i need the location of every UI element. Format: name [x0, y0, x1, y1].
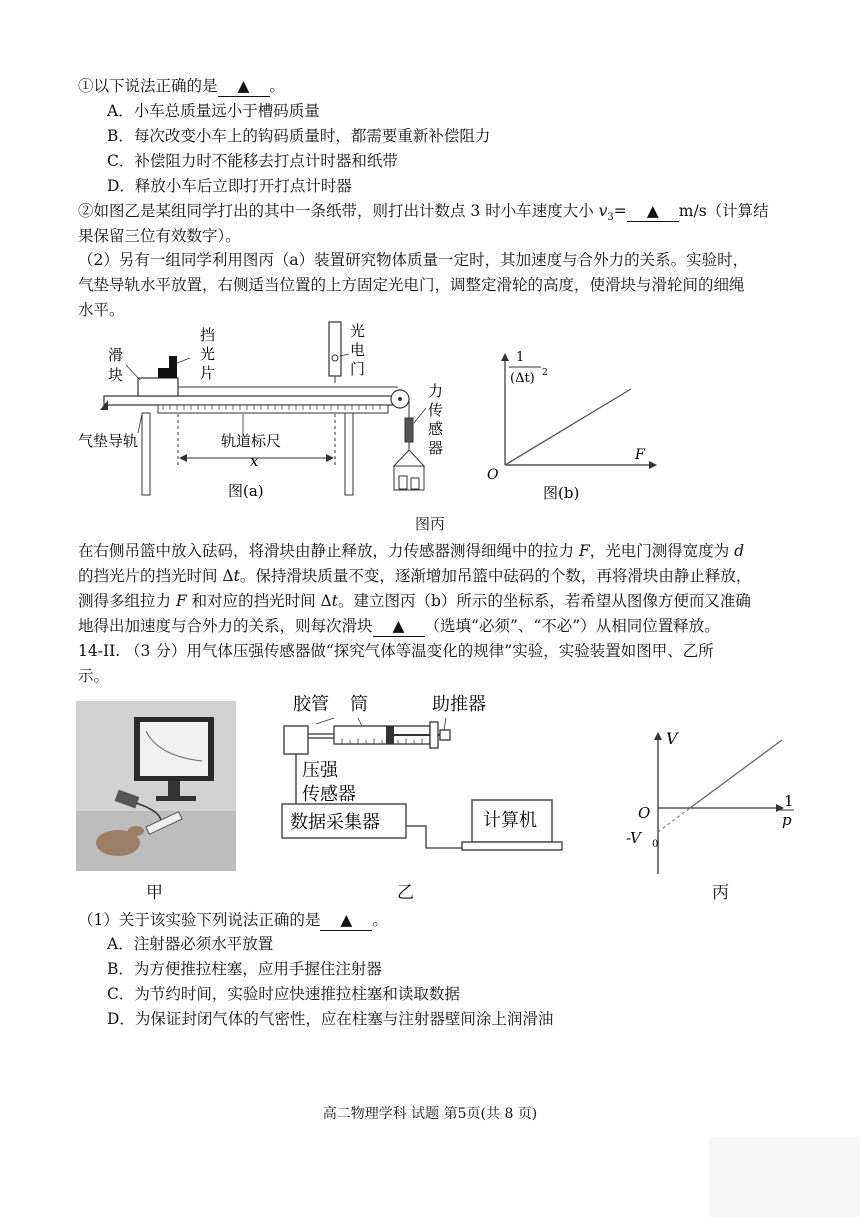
label-sensor-3: 感 — [428, 420, 444, 438]
label-sensor-4: 器 — [428, 439, 444, 457]
caption-jia: 甲 — [146, 883, 163, 903]
q14-option-d: D．为保证封闭气体的气密性，应在柱塞与注射器壁间涂上润滑油 — [107, 1010, 554, 1028]
label-frac-num: 1 — [784, 792, 794, 810]
q14-option-a: A．注射器必须水平放置 — [107, 935, 274, 953]
label-sensor-1: 力 — [428, 382, 444, 400]
answer-blank[interactable]: ▲ — [320, 910, 372, 931]
table-leg-left — [142, 413, 150, 495]
label-shutter-2: 光 — [200, 345, 216, 363]
label-tube: 胶管 — [293, 694, 329, 715]
y-label-exp: 2 — [542, 368, 548, 378]
caption-b: 图(b) — [543, 484, 580, 502]
q14-line1: 14-II. （3 分）用气体压强传感器做“探究气体等温变化的规律”实验，实验装置如图甲、乙所 — [78, 642, 714, 660]
part2-line2: 气垫导轨水平放置，右侧适当位置的上方固定光电门，调整定滑轮的高度，使滑块与滑轮间的细绳 — [78, 276, 745, 294]
answer-blank[interactable]: ▲ — [627, 201, 679, 222]
q14-line2: 示。 — [78, 667, 110, 685]
label-slider-1: 滑 — [108, 346, 124, 364]
q14-option-c: C．为节约时间，实验时应快速推拉柱塞和读取数据 — [107, 985, 460, 1003]
label-barrel: 筒 — [350, 694, 368, 715]
shutter-plate — [169, 356, 177, 378]
force-sensor — [405, 418, 413, 442]
figure-yi-schematic — [276, 688, 576, 868]
label-computer: 计算机 — [483, 810, 537, 831]
origin-label: O — [487, 467, 499, 483]
label-collector: 数据采集器 — [290, 812, 380, 833]
pressure-sensor-block — [284, 726, 308, 754]
label-negV0: -V — [626, 829, 641, 847]
air-track-rail — [104, 396, 404, 405]
y-label-den: (Δt) — [510, 371, 535, 386]
part2-line1: （2）另有一组同学利用图丙（a）装置研究物体质量一定时，其加速度与合外力的关系。实验时， — [78, 251, 749, 269]
label-gate-2: 电 — [350, 341, 366, 359]
option-b: B．每次改变小车上的钩码质量时，都需要重新补偿阻力 — [107, 127, 491, 145]
corner-shade — [710, 1137, 860, 1217]
label-gate-3: 门 — [350, 360, 366, 378]
label-shutter-3: 片 — [200, 364, 216, 382]
answer-blank[interactable]: ▲ — [373, 616, 425, 637]
label-scale: 轨道标尺 — [221, 432, 282, 450]
figure-bing-graph — [616, 726, 806, 876]
caption-bing: 图丙 — [415, 515, 446, 533]
v-vs-inverse-p-line — [690, 740, 782, 808]
part2-line3: 水平。 — [78, 301, 125, 319]
pusher — [440, 730, 450, 740]
option-c: C．补偿阻力时不能移去打点计时器和纸带 — [107, 152, 398, 170]
photogate — [329, 322, 341, 376]
label-sensor-2: 传感器 — [302, 784, 356, 805]
option-a: A．小车总质量远小于槽码质量 — [107, 102, 320, 120]
label-sensor-2: 传 — [428, 401, 444, 419]
page-footer: 高二物理学科 试题 第5页(共 8 页) — [322, 1106, 538, 1122]
label-negV0-sub: 0 — [652, 839, 659, 850]
label-shutter-1: 挡 — [200, 326, 216, 344]
label-V: V — [666, 729, 678, 748]
figure-b-graph — [485, 345, 670, 505]
q2-line2: 果保留三位有效数字）。 — [78, 227, 241, 245]
para-line3: 测得多组拉力 F 和对应的挡光时间 Δt。建立图丙（b）所示的坐标系，若希望从图像方便而又准确 — [78, 592, 751, 610]
option-d: D．释放小车后立即打开打点计时器 — [107, 177, 352, 195]
label-sensor-1: 压强 — [302, 760, 338, 781]
para-line2: 的挡光片的挡光时间 Δt。保持滑块质量不变，逐渐增加吊篮中砝码的个数，再将滑块由静止释放， — [78, 567, 752, 585]
caption-a: 图(a) — [228, 482, 264, 500]
q14-option-b: B．为方便推拉柱塞，应用手握住注射器 — [107, 960, 382, 978]
answer-blank[interactable]: ▲ — [218, 76, 270, 97]
proportional-line — [505, 389, 631, 465]
y-label-num: 1 — [516, 350, 525, 365]
extrapolation-line — [658, 808, 690, 832]
label-pusher: 助推器 — [432, 694, 486, 715]
label-frac-den: p — [782, 811, 792, 829]
figure-a-apparatus — [78, 318, 458, 500]
table-leg-right — [345, 413, 353, 495]
para-line4: 地得出加速度与合外力的关系，则每次滑块 ▲ （选填“必须”、“不必”）从相同位置释放。 — [78, 617, 720, 635]
x-label: F — [635, 447, 645, 463]
q2-line1: ②如图乙是某组同学打出的其中一条纸带，则打出计数点 3 时小车速度大小 $v_3=$ ▲ m/s（计算结 — [78, 202, 769, 224]
label-gate-1: 光 — [350, 322, 366, 340]
label-rail: 气垫导轨 — [78, 432, 139, 450]
para-line1: 在右侧吊篮中放入砝码，将滑块由静止释放，力传感器测得细绳中的拉力 F，光电门测得宽度为 d — [78, 542, 745, 560]
slider-block — [138, 378, 178, 396]
q1-stem: ①以下说法正确的是 ▲ 。 — [78, 77, 286, 95]
q14-1-stem: （1）关于该实验下列说法正确的是 ▲ 。 — [78, 911, 388, 929]
label-O: O — [638, 804, 651, 822]
label-x: x — [250, 452, 259, 470]
photo-jia — [76, 701, 236, 871]
caption-bing-2: 丙 — [712, 883, 729, 903]
label-slider-2: 块 — [108, 366, 124, 384]
caption-yi: 乙 — [397, 883, 414, 903]
